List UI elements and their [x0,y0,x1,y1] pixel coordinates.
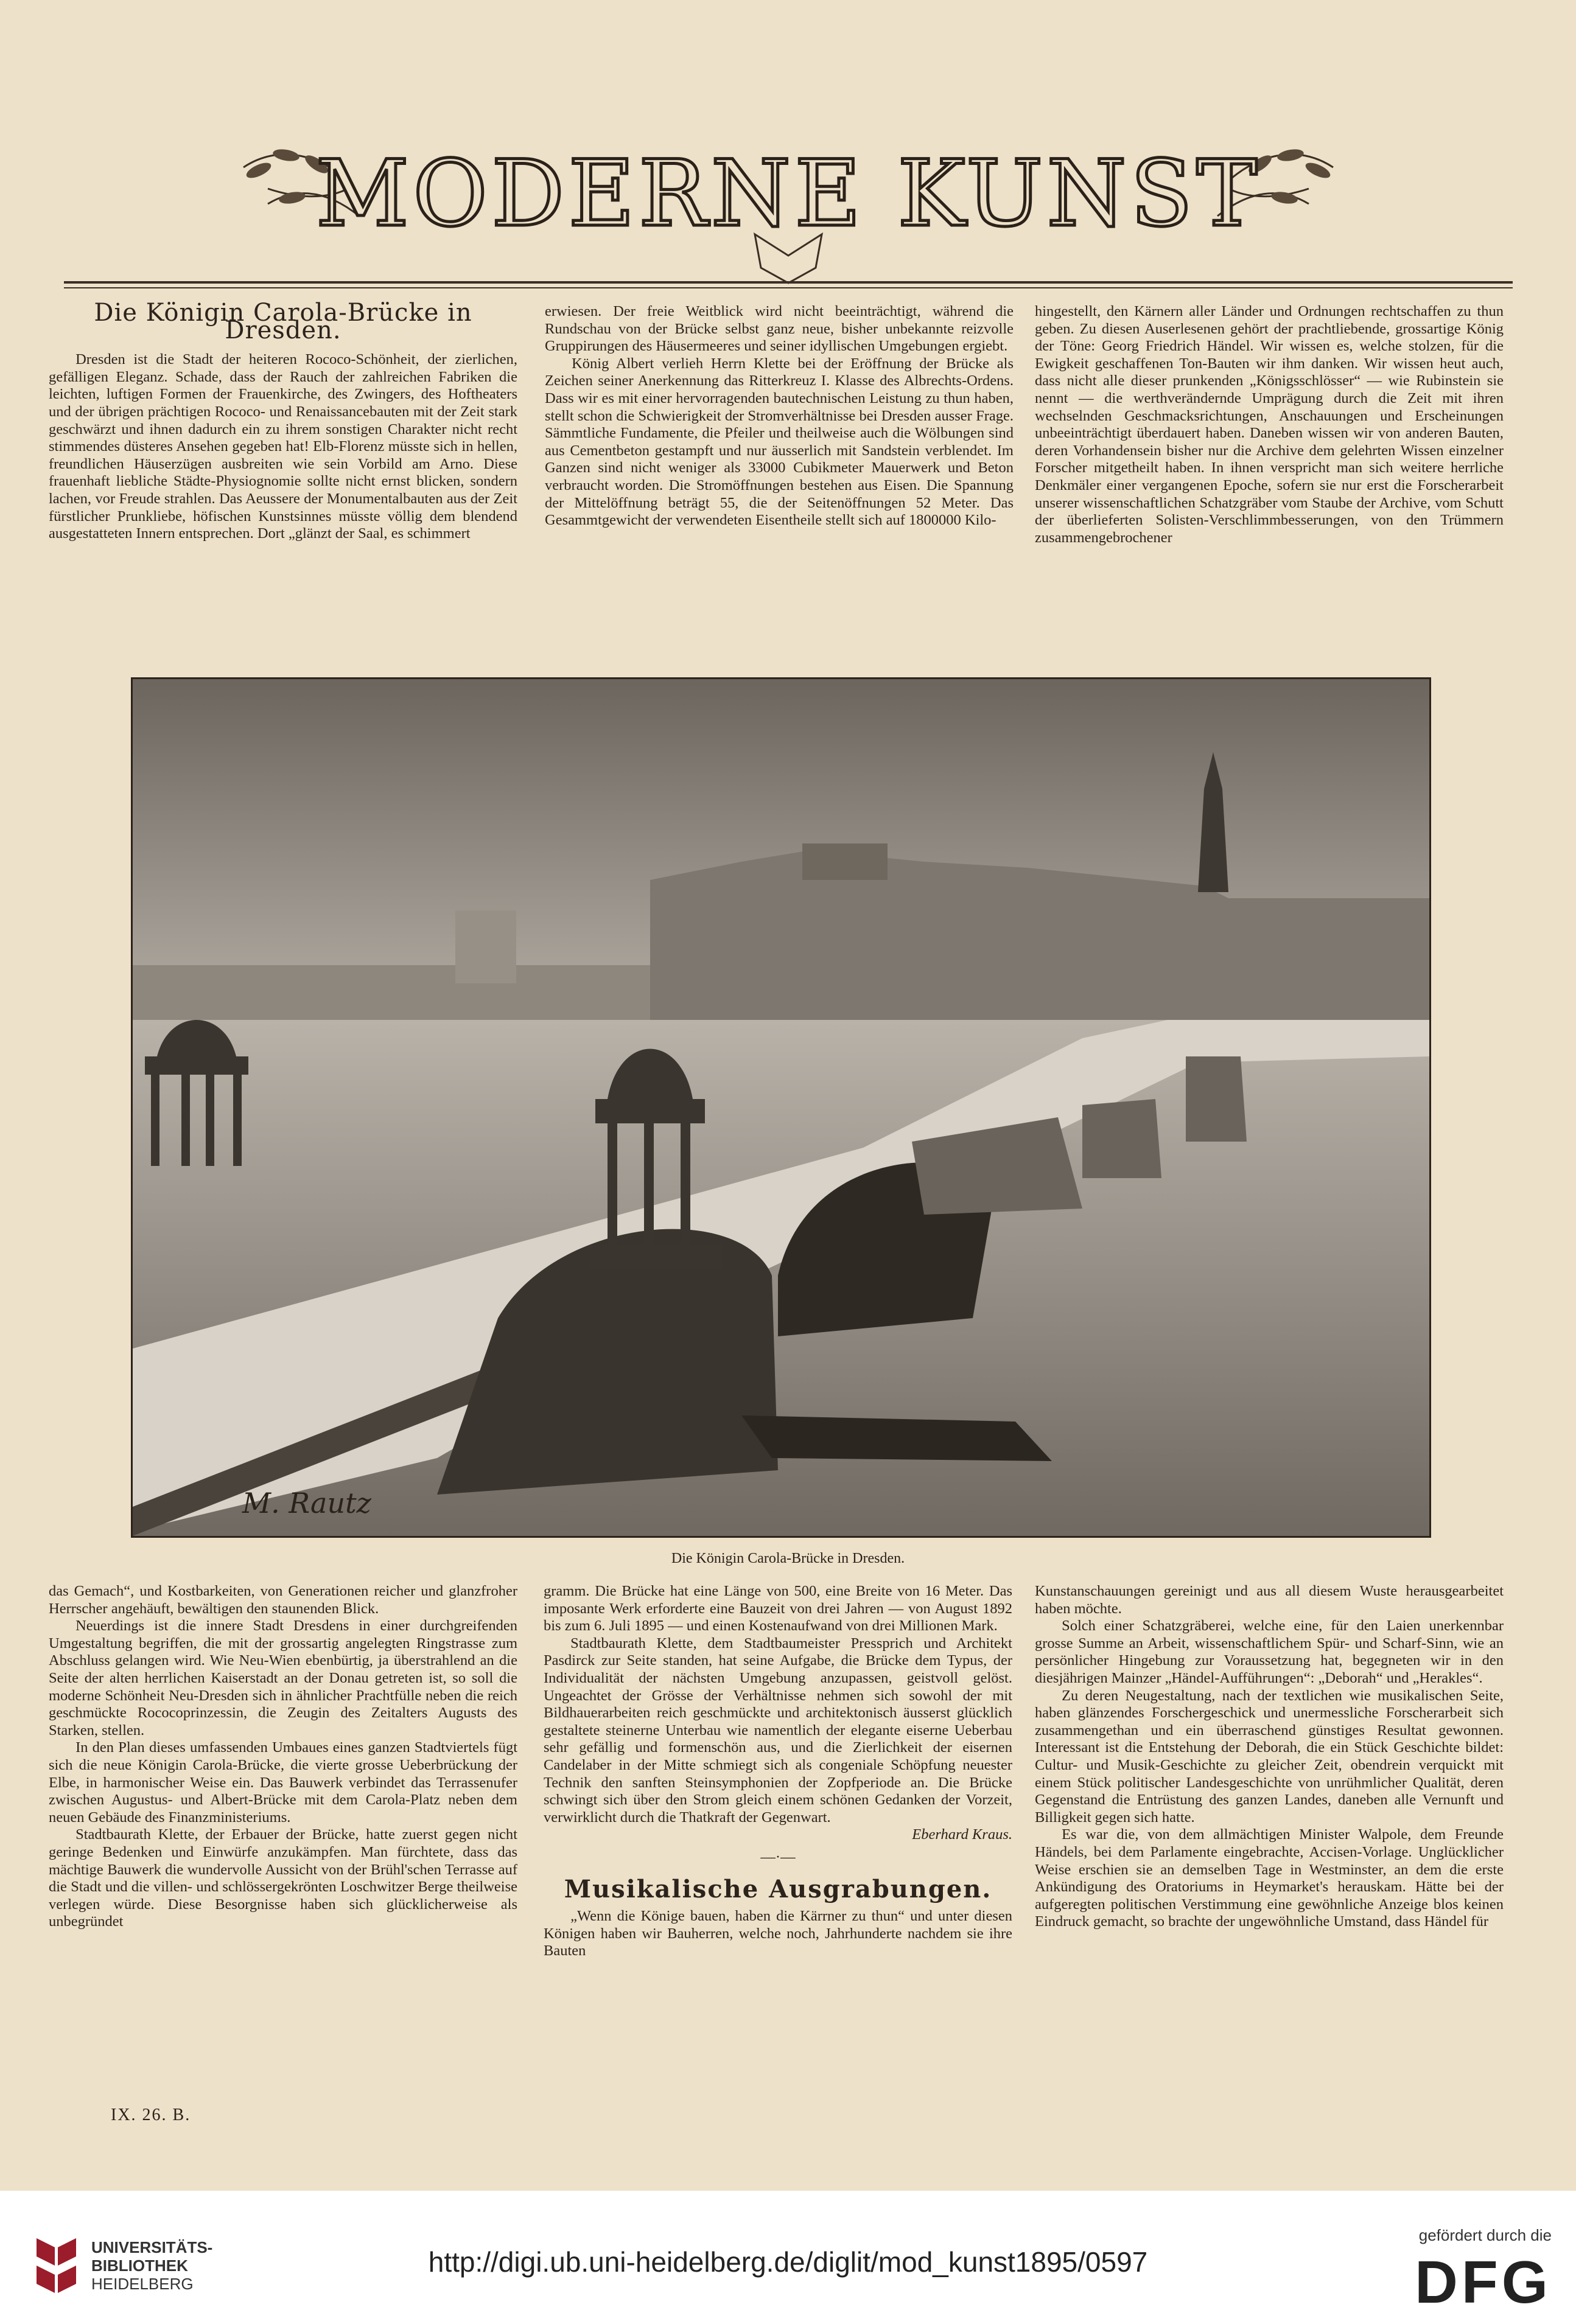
masthead-title: MODERNE KUNST [315,141,1261,247]
image-caption: Die Königin Carola-Brücke in Dresden. [671,1551,905,1566]
column-2-bottom [544,1583,1012,1960]
paragraph: gramm. Die Brücke hat eine Länge von 500, eine Breite von 16 Meter. Das imposante Werk erforderte eine Bauzeit von drei Jahren — von August 1892 bis zum 6. Juli 1895 — und einen Kostenaufwand von drei Millionen Mark. [544,1583,1012,1635]
column-3-top [1035,303,1504,546]
paragraph: König Albert verlieh Herrn Klette bei der Eröffnung der Brücke als Zeichen seiner Anerkennung das Ritterkreuz I. Klasse des Albrechts-Ordens. Dass wir es mit einer hervorragenden bautechnischen Leistung zu thun haben, stellt schon die Schwierigkeit der Stromverhältnisse bei Dresden ausser Frage. Sämmtliche Fundamente, die Pfeiler und theilweise auch die Wölbungen sind aus Cementbeton gestampft und nur äusserlich mit Sandstein verblendet. Im Ganzen sind nicht weniger als 33000 Cubikmeter Mauerwerk und Beton verbraucht worden. Die Stromöffnungen bestehen aus Eisen. Die Spannung der Mittelöffnung beträgt 55, die der Seitenöffnungen 52 Meter. Das Gesammtgewicht der verwendeten Eisentheile stellt sich auf 1800000 Kilo- [545,355,1014,529]
column-1-top [49,299,517,543]
paragraph: Stadtbaurath Klette, dem Stadtbaumeister Pressprich und Architekt Pasdirck zur Seite standen, hat seine Aufgabe, die Brücke dem Typus, der Individualität der nächsten Umgebung anzupassen, geistvoll gelöst. Ungeachtet der Grösse der Verhältnisse nehmen sich sowohl der mit Bildhauerarbeiten reich geschmückte und architektonisch äusserst glücklich gestaltete steinerne Unterbau wie namentlich der elegante eiserne Ueberbau sehr gefällig und formenschön aus, und die Zierlichkeit der eisernen Candelaber in der Mitte schmiegt sich als congeniale Schöpfung neuester Technik den sanften Steinsymphonien der Zopfperiode an. Die Brücke schwingt sich über den Strom gleich einem schönen Gedanken der Vorzeit, verwirklicht durch die Thatkraft der Gegenwart. [544,1635,1012,1826]
source-url-link[interactable]: http://digi.ub.uni-heidelberg.de/diglit/mod_kunst1895/0597 [428,2246,1148,2278]
digitization-footer [0,2191,1576,2324]
bridge-engraving [133,679,1429,1536]
institution-line: BIBLIOTHEK [91,2256,188,2275]
article-heading: Die Königin Carola-Brücke in Dresden. [94,299,472,344]
paragraph: Dresden ist die Stadt der heiteren Rococo-Schönheit, der zierlichen, gefälligen Eleganz. Schade, dass der Rauch der zahlreichen Fabriken die leichten, luftigen Formen der Frauenkirche, des Zwingers, des Hoftheaters und der übrigen prächtigen Rococo- und Renaissancebauten mit der Zeit stark geschwärzt und ihnen dadurch ein zu ihrem sonstigen Charakter nicht recht stimmendes düsteres Ansehen gegeben hat! Elb-Florenz müsste sich in hellen, freundlichen Häuserzügen ausbreiten wie sein Vorbild am Arno. Diese frauenhaft liebliche Städte-Physiognomie sollte nicht ernst blicken, sondern lachen, vor Freude strahlen. Das Aeussere der Monumentalbauten aus der Zeit fürstlicher Prunkliebe, höfischen Kunstsinnes müsste völlig dem blendend ausgestatteten Innern entsprechen. Dort „glänzt der Saal, es schimmert [49,351,517,542]
image-signature: M. Rautz [242,1487,371,1520]
column-3-bottom [1035,1583,1504,1931]
paragraph: In den Plan dieses umfassenden Umbaues eines ganzen Stadtviertels fügt sich die neue Königin Carola-Brücke, die vierte grosse Ueberbrückung der Elbe, in harmonischer Weise ein. Das Bauwerk verbindet das Terrassenufer zwischen Augustus- und Albert-Brücke mit dem Carola-Platz neben dem neuen Gebäude des Finanzministeriums. [49,1739,517,1826]
masthead [231,131,1345,289]
column-1-bottom [49,1583,517,1931]
institution-line: UNIVERSITÄTS- [91,2238,213,2256]
dfg-logo: DFG [1415,2249,1552,2315]
paragraph: Es war die, von dem allmächtigen Minister Walpole, dem Freunde Händels, bei dem Parlamente eingebrachte, Accisen-Vorlage. Unglücklicher Weise erschien sie an demselben Tage in Westminster, an dem die erste Ankündigung des Oratoriums in Heymarket's herauskam. Hätte bei der aufgeregten politischen Verstimmung eine gewöhnliche Anzeige blos keinen Eindruck gemacht, so brachte der ungewöhnliche Umstand, dass Händel für [1035,1826,1504,1930]
column-2-top [545,303,1014,529]
paragraph: Stadtbaurath Klette, der Erbauer der Brücke, hatte zuerst gegen nicht geringe Bedenken und Einwürfe anzukämpfen. Man fürchtete, dass das mächtige Bauwerk die wundervolle Aussicht von der Brühl'schen Terrasse auf die Stadt und die villen- und schlössergekrönten Loschwitzer Berge theilweise verlegen würde. Diese Besorgnisse haben sich glücklicherweise als unbegründet [49,1826,517,1930]
separator: —·— [760,1848,796,1865]
paragraph: Solch einer Schatzgräberei, welche eine, für den Laien unerkennbar grosse Summe an Arbeit, wissenschaftlichem Spür- und Scharf-Sinn, wie an persönlicher Hingebung zur Voraussetzung hat, begegneten wir in den diesjährigen Mainzer „Händel-Aufführungen“: „Deborah“ und „Herakles“. [1035,1617,1504,1686]
paragraph: erwiesen. Der freie Weitblick wird nicht beeinträchtigt, während die Rundschau von der Brücke selbst ganz neue, bisher unbekannte reizvolle Gruppirungen des Häusermeeres und seiner idyllischen Umgebungen ergiebt. [545,303,1014,355]
paragraph: Neuerdings ist die innere Stadt Dresdens in einer durchgreifenden Umgestaltung begriffen, die mit der grossartig angelegten Ringstrasse zum Abschluss gelangen wird. Wie Neu-Wien ebenbürtig, ja überstrahlend an die Seite der alten herrlichen Kaiserstadt an der Donau getreten ist, so soll die moderne Schönheit Neu-Dresden sich in ähnlicher Prachtfülle neben die reich geschmückte Rococoprinzessin, die Zeugin des Zeitalters Augusts des Starken, stellen. [49,1617,517,1739]
funded-by-label: gefördert durch die [1418,2226,1552,2244]
institution-line: HEIDELBERG [91,2275,194,2293]
header-rule [64,281,1513,284]
article-heading-2: Musikalische Ausgrabungen. [564,1874,992,1904]
masthead-ornament [231,131,1345,289]
article-author: Eberhard Kraus. [912,1826,1012,1843]
paragraph: Kunstanschauungen gereinigt und aus all diesem Wuste herausgearbeitet haben möchte. [1035,1583,1504,1617]
paragraph: das Gemach“, und Kostbarkeiten, von Generationen reicher und glanzfroher Herrscher angehäuft, bewältigen den staunenden Blick. [49,1583,517,1617]
page-number: IX. 26. B. [111,2106,191,2124]
paragraph: hingestellt, den Kärnern aller Länder und Ordnungen rechtschaffen zu thun geben. Zu diesen Auserlesenen gehört der prachtliebende, grossartige König der Töne: Georg Friedrich Händel. Wir wissen es, welche stolzen, für die Ewigkeit geschaffenen Ton-Bauten wir ihm danken. Wir wissen heut auch, dass nicht alle dieser prunkenden „Königsschlösser“ — wie Rubinstein sie nennt — die werthverändernde Umprägung durch die Zeit mit ihren wechselnden Geschmacksrichtungen, Anschauungen und Erscheinungen unbeeinträchtigt überdauert haben. Daneben wissen wir von anderen Bauten, deren Vorhandensein bisher nur die Archive dem gelehrten Wissen einzelner Forscher mitgetheilt haben. In ihnen verspricht man sich weitere herrliche Denkmäler einer vergangenen Epoche, sofern sie nur erst die Forscherarbeit unserer wissenschaftlichen Schatzgräber vom Staube der Archive, vom Schutt der überlieferten Solisten-Verschlimmbesserungen, von den Trümmern zusammengebrochener [1035,303,1504,546]
paragraph: „Wenn die Könige bauen, haben die Kärrner zu thun“ und unter diesen Königen haben wir Bauherren, welche noch, Jahrhunderte nachdem sie ihre Bauten [544,1908,1012,1959]
header-rule-thin [64,287,1513,288]
paragraph: Zu deren Neugestaltung, nach der textlichen wie musikalischen Seite, haben glänzendes Forschergeschick und unermessliche Forscherarbeit sich zusammengethan und ein überraschend günstiges Resultat gewonnen. Interessant ist die Entstehung der Deborah, die ein Stück Geschichte bildet: Cultur- und Musik-Geschichte zu gleicher Zeit, obendrein verquickt mit einem Stück politischer Landesgeschichte von unrühmlicher Qualität, deren Gegenstand die Entrüstung des ganzen Landes, daneben alle Vernunft und Billigkeit gegen sich hatte. [1035,1687,1504,1826]
bridge-illustration [131,677,1431,1538]
